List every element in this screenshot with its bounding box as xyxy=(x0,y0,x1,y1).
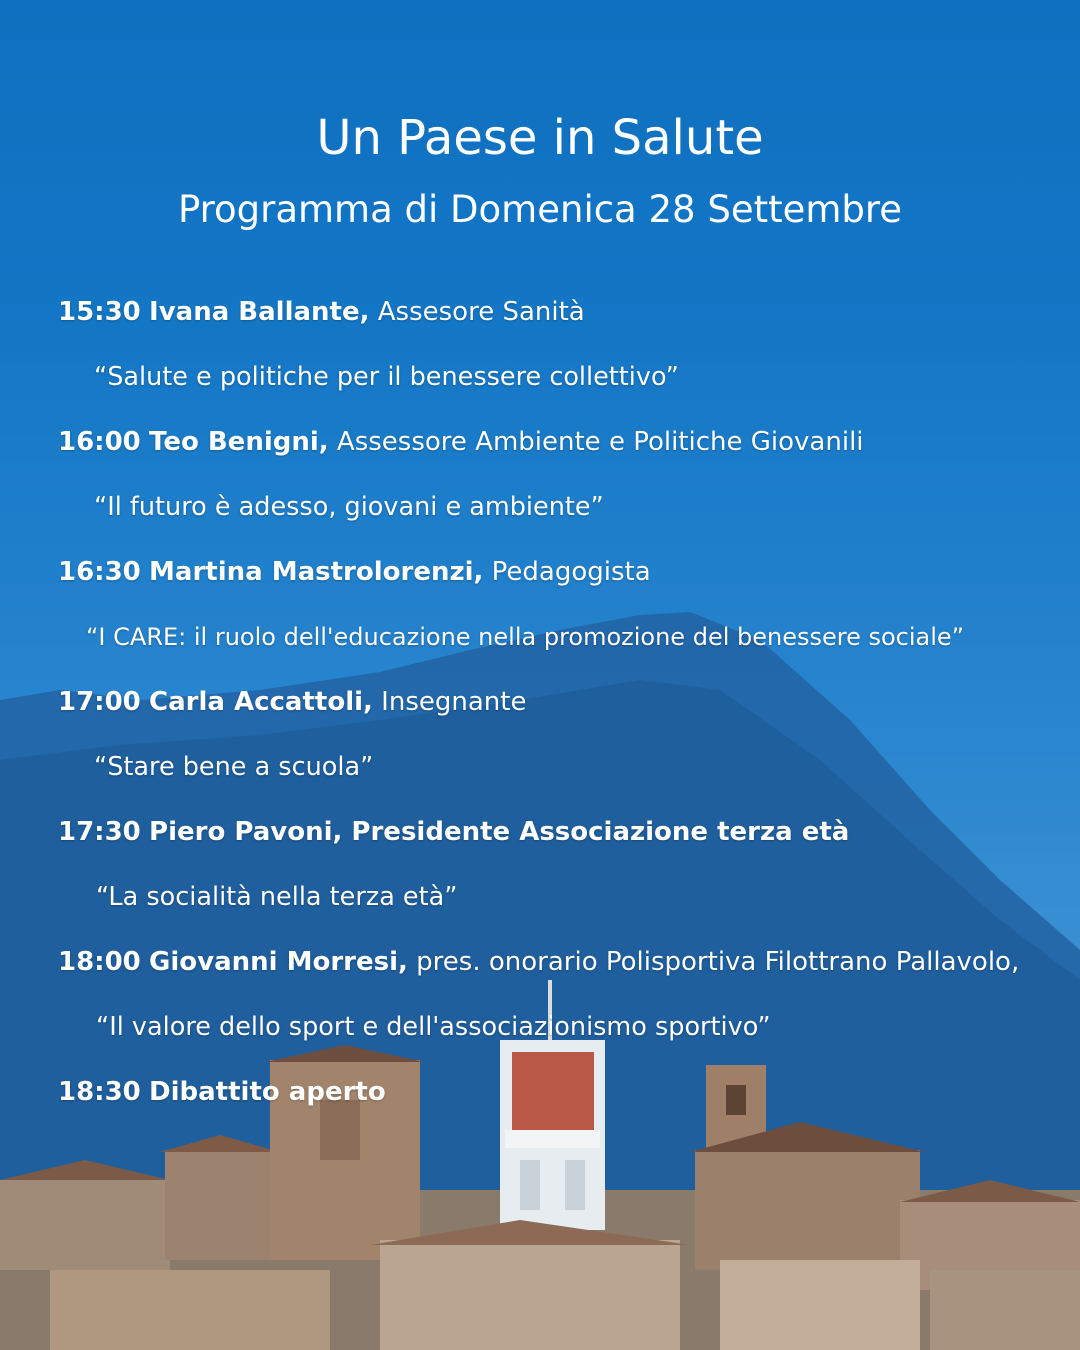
speaker-name: Dibattito aperto xyxy=(149,1077,386,1107)
speaker-role: Assessore Ambiente e Politiche Giovanili xyxy=(336,427,864,457)
speaker-name: Martina Mastrolorenzi, xyxy=(149,557,484,587)
speaker-role: pres. onorario Polisportiva Filottrano Pallavolo, xyxy=(416,947,1020,977)
talk-title: “Il valore dello sport e dell'associazionismo sportivo” xyxy=(96,1012,771,1042)
page-title: Un Paese in Salute xyxy=(316,110,764,166)
program-time: 17:00 xyxy=(58,687,141,717)
program-item-speaker xyxy=(58,812,849,852)
program-item-speaker xyxy=(58,1072,386,1112)
speaker-role: Assesore Sanità xyxy=(377,297,585,327)
talk-title: “La socialità nella terza età” xyxy=(96,882,458,912)
speaker-name: Giovanni Morresi, xyxy=(149,947,408,977)
program-item-speaker xyxy=(58,422,864,462)
program-item-speaker xyxy=(58,942,1019,982)
speaker-name: Piero Pavoni, Presidente Associazione terza età xyxy=(149,817,850,847)
program-item-speaker xyxy=(58,552,651,592)
talk-title: “Il futuro è adesso, giovani e ambiente” xyxy=(94,492,604,522)
page-subtitle: Programma di Domenica 28 Settembre xyxy=(177,188,903,231)
program-time: 18:30 xyxy=(58,1077,141,1107)
talk-title: “Stare bene a scuola” xyxy=(94,752,374,782)
talk-title: “Salute e politiche per il benessere collettivo” xyxy=(94,362,679,392)
program-time: 18:00 xyxy=(58,947,141,977)
program-time: 17:30 xyxy=(58,817,141,847)
speaker-name: Ivana Ballante, xyxy=(149,297,370,327)
program-time: 15:30 xyxy=(58,297,141,327)
program-item-speaker xyxy=(58,292,585,332)
speaker-name: Teo Benigni, xyxy=(149,427,329,457)
program-time: 16:00 xyxy=(58,427,141,457)
program-time: 16:30 xyxy=(58,557,141,587)
program-item-speaker xyxy=(58,682,526,722)
speaker-role: Insegnante xyxy=(381,687,527,717)
talk-title: “I CARE: il ruolo dell'educazione nella promozione del benessere sociale” xyxy=(86,623,965,651)
speaker-name: Carla Accattoli, xyxy=(149,687,373,717)
speaker-role: Pedagogista xyxy=(491,557,651,587)
